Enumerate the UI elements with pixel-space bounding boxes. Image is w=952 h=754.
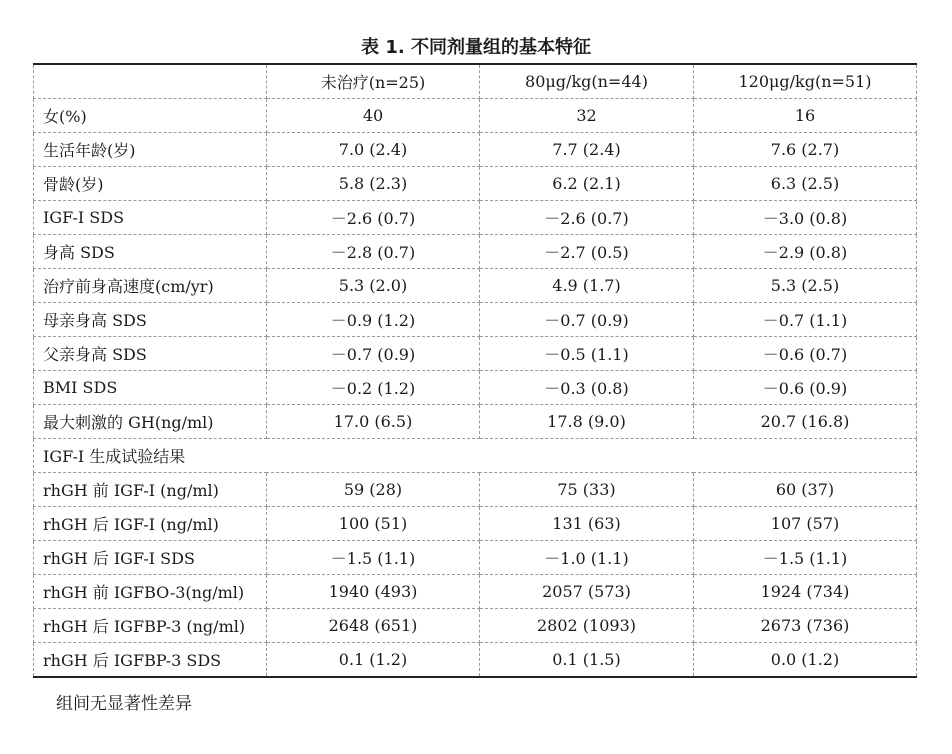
row-label: 女(%): [34, 99, 267, 133]
row-label: rhGH 前 IGF-I (ng/ml): [34, 473, 267, 507]
value-cell: 6.3 (2.5): [694, 167, 917, 201]
header-untreated: 未治疗(n=25): [267, 64, 480, 99]
value-cell: 17.0 (6.5): [267, 405, 480, 439]
row-label: rhGH 后 IGF-I SDS: [34, 541, 267, 575]
value-cell: －0.3 (0.8): [480, 371, 694, 405]
table-row: [34, 609, 917, 643]
header-120ug: 120μg/kg(n=51): [694, 64, 917, 99]
row-label: BMI SDS: [34, 371, 267, 405]
value-cell: －0.7 (0.9): [480, 303, 694, 337]
value-cell: 1940 (493): [267, 575, 480, 609]
table-row: [34, 507, 917, 541]
value-cell: 0.0 (1.2): [694, 643, 917, 678]
value-cell: －2.6 (0.7): [480, 201, 694, 235]
value-cell: 2802 (1093): [480, 609, 694, 643]
value-cell: 2057 (573): [480, 575, 694, 609]
value-cell: 100 (51): [267, 507, 480, 541]
table-row: [34, 337, 917, 371]
table-row: [34, 133, 917, 167]
value-cell: －3.0 (0.8): [694, 201, 917, 235]
table-row: [34, 371, 917, 405]
value-cell: －1.0 (1.1): [480, 541, 694, 575]
value-cell: 2648 (651): [267, 609, 480, 643]
table-row: [34, 303, 917, 337]
value-cell: －2.9 (0.8): [694, 235, 917, 269]
table-row: [34, 405, 917, 439]
value-cell: －0.6 (0.7): [694, 337, 917, 371]
row-label: 骨龄(岁): [34, 167, 267, 201]
value-cell: －1.5 (1.1): [694, 541, 917, 575]
row-label: IGF-I 生成试验结果: [34, 439, 917, 473]
table-row: [34, 643, 917, 678]
value-cell: 0.1 (1.2): [267, 643, 480, 678]
value-cell: －0.9 (1.2): [267, 303, 480, 337]
value-cell: －0.7 (0.9): [267, 337, 480, 371]
value-cell: －0.6 (0.9): [694, 371, 917, 405]
value-cell: 6.2 (2.1): [480, 167, 694, 201]
table-row: [34, 167, 917, 201]
section-row: [34, 439, 917, 473]
table-row: [34, 541, 917, 575]
value-cell: 5.8 (2.3): [267, 167, 480, 201]
row-label: 父亲身高 SDS: [34, 337, 267, 371]
value-cell: 20.7 (16.8): [694, 405, 917, 439]
value-cell: 7.0 (2.4): [267, 133, 480, 167]
row-label: rhGH 前 IGFBO-3(ng/ml): [34, 575, 267, 609]
value-cell: 2673 (736): [694, 609, 917, 643]
header-80ug: 80μg/kg(n=44): [480, 64, 694, 99]
footnote: 组间无显著性差异: [56, 694, 192, 714]
value-cell: 1924 (734): [694, 575, 917, 609]
value-cell: 40: [267, 99, 480, 133]
row-label: 治疗前身高速度(cm/yr): [34, 269, 267, 303]
header-row: [34, 64, 917, 99]
table-row: [34, 269, 917, 303]
row-label: 生活年龄(岁): [34, 133, 267, 167]
row-label: 母亲身高 SDS: [34, 303, 267, 337]
value-cell: 32: [480, 99, 694, 133]
value-cell: －0.2 (1.2): [267, 371, 480, 405]
value-cell: 75 (33): [480, 473, 694, 507]
table-body: [34, 99, 917, 678]
value-cell: －2.6 (0.7): [267, 201, 480, 235]
value-cell: 5.3 (2.0): [267, 269, 480, 303]
value-cell: 59 (28): [267, 473, 480, 507]
table-row: [34, 201, 917, 235]
value-cell: －2.8 (0.7): [267, 235, 480, 269]
row-label: 身高 SDS: [34, 235, 267, 269]
table-row: [34, 235, 917, 269]
row-label: rhGH 后 IGFBP-3 SDS: [34, 643, 267, 678]
characteristics-table: [33, 63, 917, 678]
row-label: rhGH 后 IGFBP-3 (ng/ml): [34, 609, 267, 643]
header-cell-blank: [34, 64, 267, 99]
value-cell: 131 (63): [480, 507, 694, 541]
table-row: [34, 99, 917, 133]
value-cell: 5.3 (2.5): [694, 269, 917, 303]
value-cell: 107 (57): [694, 507, 917, 541]
value-cell: －0.7 (1.1): [694, 303, 917, 337]
table-title: 表 1. 不同剂量组的基本特征: [361, 37, 591, 58]
value-cell: －2.7 (0.5): [480, 235, 694, 269]
row-label: IGF-I SDS: [34, 201, 267, 235]
row-label: 最大刺激的 GH(ng/ml): [34, 405, 267, 439]
table-row: [34, 473, 917, 507]
row-label: rhGH 后 IGF-I (ng/ml): [34, 507, 267, 541]
value-cell: －0.5 (1.1): [480, 337, 694, 371]
value-cell: 4.9 (1.7): [480, 269, 694, 303]
value-cell: 7.6 (2.7): [694, 133, 917, 167]
value-cell: 17.8 (9.0): [480, 405, 694, 439]
value-cell: －1.5 (1.1): [267, 541, 480, 575]
value-cell: 60 (37): [694, 473, 917, 507]
value-cell: 0.1 (1.5): [480, 643, 694, 678]
value-cell: 7.7 (2.4): [480, 133, 694, 167]
table-row: [34, 575, 917, 609]
value-cell: 16: [694, 99, 917, 133]
